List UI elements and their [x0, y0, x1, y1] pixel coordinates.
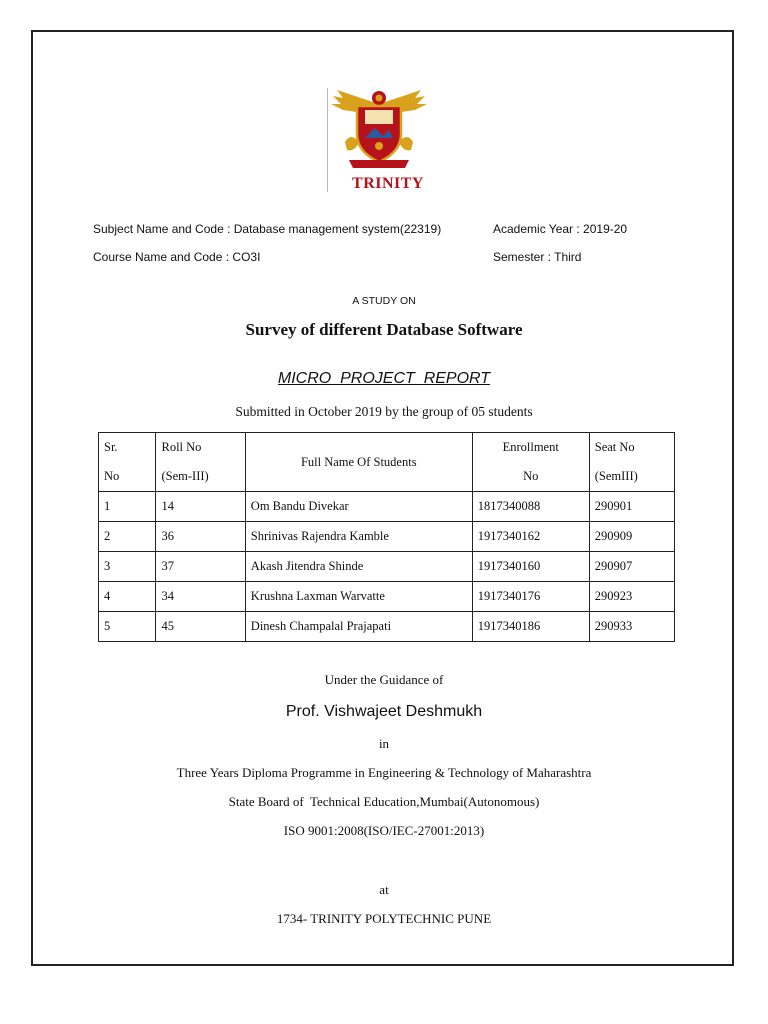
- cell-sr: 2: [99, 522, 156, 552]
- cell-roll: 36: [156, 522, 245, 552]
- cell-roll: 45: [156, 612, 245, 642]
- programme-line: Three Years Diploma Programme in Engineering & Technology of Maharashtra: [176, 765, 592, 780]
- submission-note: Submitted in October 2019 by the group of 05 students: [235, 404, 533, 419]
- subject-name-code: Subject Name and Code : Database management system(22319): [93, 222, 442, 236]
- table-row: [99, 582, 675, 612]
- table-row: [99, 552, 675, 582]
- cell-seat: 290933: [589, 612, 674, 642]
- cell-seat: 290909: [589, 522, 674, 552]
- cell-seat: 290923: [589, 582, 674, 612]
- cell-name: Akash Jitendra Shinde: [245, 552, 472, 582]
- cell-enrollment: 1917340162: [472, 522, 589, 552]
- at-label: at: [379, 882, 389, 897]
- in-label: in: [378, 736, 390, 751]
- header-sr-no: Sr. No: [99, 433, 156, 492]
- students-table: [98, 432, 675, 642]
- cell-enrollment: 1917340160: [472, 552, 589, 582]
- semester: Semester : Third: [493, 250, 582, 264]
- cell-seat: 290901: [589, 492, 674, 522]
- cell-roll: 34: [156, 582, 245, 612]
- iso-line: ISO 9001:2008(ISO/IEC-27001:2013): [283, 823, 485, 838]
- header-enrollment-no: Enrollment No: [472, 433, 589, 492]
- header-full-name: Full Name Of Students: [245, 433, 472, 492]
- table-row: [99, 612, 675, 642]
- cell-sr: 4: [99, 582, 156, 612]
- cell-sr: 3: [99, 552, 156, 582]
- cell-name: Krushna Laxman Warvatte: [245, 582, 472, 612]
- cell-roll: 37: [156, 552, 245, 582]
- table-header-row: [99, 433, 675, 492]
- study-on-label: A STUDY ON: [352, 295, 416, 307]
- cell-roll: 14: [156, 492, 245, 522]
- cell-seat: 290907: [589, 552, 674, 582]
- logo-wordmark: TRINITY: [352, 175, 424, 192]
- institute-name: 1734- TRINITY POLYTECHNIC PUNE: [276, 911, 492, 926]
- cell-enrollment: 1817340088: [472, 492, 589, 522]
- report-type: MICRO PROJECT REPORT: [277, 370, 491, 387]
- header-seat-no: Seat No (SemIII): [589, 433, 674, 492]
- table-row: [99, 492, 675, 522]
- cell-enrollment: 1917340186: [472, 612, 589, 642]
- guide-name: Prof. Vishwajeet Deshmukh: [285, 703, 483, 720]
- document-title: Survey of different Database Software: [245, 320, 523, 339]
- board-line: State Board of Technical Education,Mumbai(Autonomous): [228, 794, 540, 809]
- crest-icon: [327, 86, 431, 178]
- table-row: [99, 522, 675, 552]
- header-roll-no: Roll No (Sem-III): [156, 433, 245, 492]
- cell-enrollment: 1917340176: [472, 582, 589, 612]
- cell-name: Om Bandu Divekar: [245, 492, 472, 522]
- cell-sr: 5: [99, 612, 156, 642]
- cell-name: Dinesh Champalal Prajapati: [245, 612, 472, 642]
- course-name-code: Course Name and Code : CO3I: [93, 250, 261, 264]
- cell-name: Shrinivas Rajendra Kamble: [245, 522, 472, 552]
- academic-year: Academic Year : 2019-20: [493, 222, 628, 236]
- guidance-label: Under the Guidance of: [324, 672, 444, 687]
- cell-sr: 1: [99, 492, 156, 522]
